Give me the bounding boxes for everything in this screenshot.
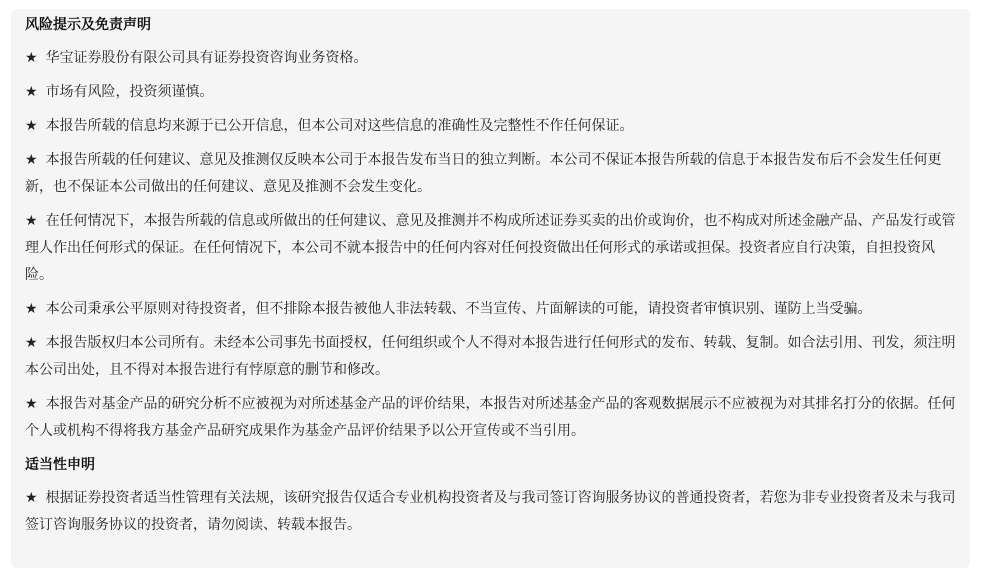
disclaimer-item-text: 市场有风险，投资须谨慎。 xyxy=(45,84,214,100)
star-icon: ★ xyxy=(25,118,38,134)
star-icon: ★ xyxy=(25,301,38,317)
star-icon: ★ xyxy=(25,335,38,351)
risk-disclaimer-heading: 风险提示及免责声明 xyxy=(25,17,151,33)
star-icon: ★ xyxy=(25,396,38,412)
disclaimer-item-2 xyxy=(25,79,958,106)
suitability-item-text: 根据证券投资者适当性管理有关法规，该研究报告仅适合专业机构投资者及与我司签订咨询服务协议的普通投资者，若您为非专业投资者及未与我司签订咨询服务协议的投资者，请勿阅读、转载本报告。 xyxy=(25,490,956,533)
disclaimer-item-text: 本报告对基金产品的研究分析不应被视为对所述基金产品的评价结果，本报告对所述基金产品的客观数据展示不应被视为对其排名打分的依据。任何个人或机构不得将我方基金产品研究成果作为基金产品评价结果予以公开宣传或不当引用。 xyxy=(25,396,956,439)
disclaimer-item-1 xyxy=(25,45,958,72)
disclaimer-item-text: 华宝证券股份有限公司具有证券投资咨询业务资格。 xyxy=(45,50,368,66)
star-icon: ★ xyxy=(25,50,38,66)
disclaimer-item-7 xyxy=(25,330,958,384)
disclaimer-item-8 xyxy=(25,391,958,445)
disclaimer-panel xyxy=(11,9,970,568)
suitability-heading: 适当性申明 xyxy=(25,457,95,473)
disclaimer-item-text: 在任何情况下，本报告所载的信息或所做出的任何建议、意见及推测并不构成所述证券买卖的出价或询价，也不构成对所述金融产品、产品发行或管理人作出任何形式的保证。在任何情况下，本公司不就本报告中的任何内容对任何投资做出任何形式的承诺或担保。投资者应自行决策，自担投资风险。 xyxy=(25,213,956,283)
disclaimer-item-6 xyxy=(25,296,958,323)
star-icon: ★ xyxy=(25,490,38,506)
disclaimer-item-text: 本报告版权归本公司所有。未经本公司事先书面授权，任何组织或个人不得对本报告进行任何形式的发布、转载、复制。如合法引用、刊发，须注明本公司出处，且不得对本报告进行有悖原意的删节和修改。 xyxy=(25,335,956,378)
disclaimer-item-3 xyxy=(25,113,958,140)
disclaimer-item-text: 本报告所载的信息均来源于已公开信息，但本公司对这些信息的准确性及完整性不作任何保证。 xyxy=(45,118,634,134)
disclaimer-item-4 xyxy=(25,147,958,201)
disclaimer-item-5 xyxy=(25,208,958,289)
suitability-item-1 xyxy=(25,485,958,539)
disclaimer-item-text: 本公司秉承公平原则对待投资者，但不排除本报告被他人非法转载、不当宣传、片面解读的可能，请投资者审慎识别、谨防上当受骗。 xyxy=(45,301,872,317)
star-icon: ★ xyxy=(25,213,38,229)
disclaimer-item-text: 本报告所载的任何建议、意见及推测仅反映本公司于本报告发布当日的独立判断。本公司不保证本报告所载的信息于本报告发布后不会发生任何更新，也不保证本公司做出的任何建议、意见及推测不会发生变化。 xyxy=(25,152,942,195)
star-icon: ★ xyxy=(25,84,38,100)
star-icon: ★ xyxy=(25,152,38,168)
